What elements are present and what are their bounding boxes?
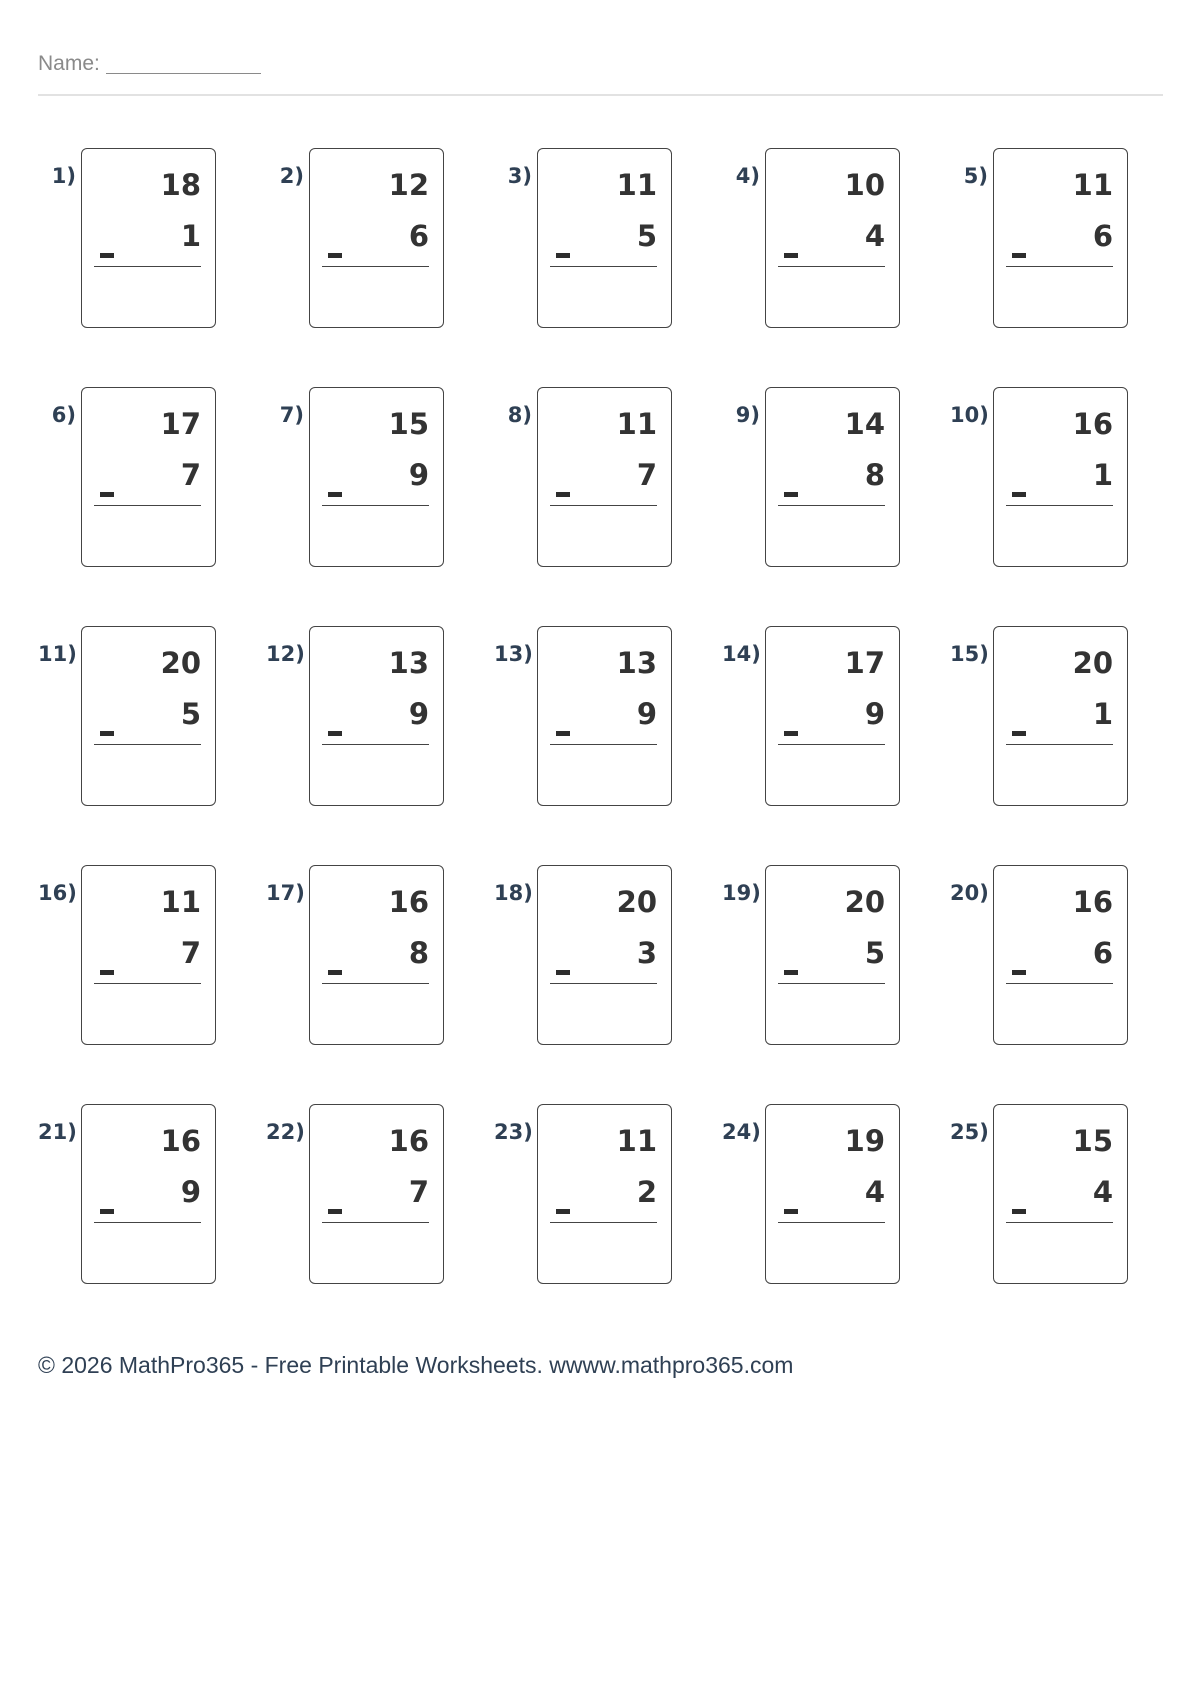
subtrahend: 7 bbox=[180, 458, 201, 492]
problem-number: 6) bbox=[51, 403, 76, 427]
problem-item bbox=[494, 377, 684, 562]
problem-card bbox=[765, 865, 900, 1045]
answer-line bbox=[550, 983, 657, 984]
minus-sign-icon bbox=[784, 492, 798, 497]
problem-item bbox=[494, 855, 684, 1040]
minuend: 15 bbox=[1072, 1124, 1113, 1158]
answer-line bbox=[550, 1222, 657, 1223]
problem-card bbox=[81, 865, 216, 1045]
subtrahend: 5 bbox=[636, 219, 657, 253]
problem-item bbox=[950, 616, 1140, 801]
problem-item bbox=[266, 377, 456, 562]
minus-sign-icon bbox=[328, 253, 342, 258]
answer-area[interactable] bbox=[778, 271, 885, 319]
minuend: 13 bbox=[388, 646, 429, 680]
problem-card bbox=[765, 626, 900, 806]
subtrahend: 8 bbox=[864, 458, 885, 492]
subtrahend: 1 bbox=[1092, 697, 1113, 731]
problem-item bbox=[722, 1094, 912, 1279]
answer-area[interactable] bbox=[322, 1227, 429, 1275]
answer-area[interactable] bbox=[94, 988, 201, 1036]
answer-line bbox=[778, 505, 885, 506]
problem-item bbox=[722, 138, 912, 323]
problem-number: 24) bbox=[722, 1120, 761, 1144]
minuend: 19 bbox=[844, 1124, 885, 1158]
problem-number: 7) bbox=[279, 403, 304, 427]
minuend: 20 bbox=[844, 885, 885, 919]
answer-line bbox=[94, 744, 201, 745]
answer-line bbox=[322, 744, 429, 745]
problem-number: 5) bbox=[963, 164, 988, 188]
problem-item bbox=[266, 855, 456, 1040]
answer-line bbox=[322, 983, 429, 984]
subtrahend: 9 bbox=[864, 697, 885, 731]
minus-sign-icon bbox=[328, 731, 342, 736]
problem-number: 12) bbox=[266, 642, 305, 666]
problem-item bbox=[722, 855, 912, 1040]
minus-sign-icon bbox=[784, 731, 798, 736]
answer-line bbox=[322, 505, 429, 506]
answer-area[interactable] bbox=[778, 988, 885, 1036]
subtrahend: 7 bbox=[408, 1175, 429, 1209]
answer-line bbox=[778, 983, 885, 984]
problem-number: 8) bbox=[507, 403, 532, 427]
minus-sign-icon bbox=[784, 1209, 798, 1214]
answer-area[interactable] bbox=[322, 271, 429, 319]
minuend: 16 bbox=[388, 885, 429, 919]
problem-card bbox=[81, 1104, 216, 1284]
minuend: 20 bbox=[160, 646, 201, 680]
minuend: 17 bbox=[844, 646, 885, 680]
problem-item bbox=[38, 138, 228, 323]
problem-item bbox=[266, 616, 456, 801]
answer-line bbox=[1006, 744, 1113, 745]
minuend: 12 bbox=[388, 168, 429, 202]
answer-area[interactable] bbox=[322, 749, 429, 797]
subtrahend: 5 bbox=[180, 697, 201, 731]
answer-line bbox=[94, 983, 201, 984]
answer-area[interactable] bbox=[1006, 988, 1113, 1036]
problem-item bbox=[950, 855, 1140, 1040]
problem-card bbox=[81, 387, 216, 567]
minuend: 10 bbox=[844, 168, 885, 202]
minus-sign-icon bbox=[556, 253, 570, 258]
problem-card bbox=[309, 387, 444, 567]
answer-line bbox=[322, 1222, 429, 1223]
problem-card bbox=[765, 148, 900, 328]
minus-sign-icon bbox=[1012, 1209, 1026, 1214]
subtrahend: 7 bbox=[180, 936, 201, 970]
answer-line bbox=[94, 1222, 201, 1223]
minuend: 11 bbox=[616, 1124, 657, 1158]
problem-card bbox=[537, 626, 672, 806]
minus-sign-icon bbox=[328, 1209, 342, 1214]
answer-area[interactable] bbox=[1006, 271, 1113, 319]
minus-sign-icon bbox=[556, 731, 570, 736]
answer-area[interactable] bbox=[778, 1227, 885, 1275]
problem-number: 16) bbox=[38, 881, 77, 905]
answer-area[interactable] bbox=[550, 749, 657, 797]
minuend: 13 bbox=[616, 646, 657, 680]
answer-line bbox=[94, 266, 201, 267]
problem-item bbox=[722, 377, 912, 562]
answer-area[interactable] bbox=[550, 271, 657, 319]
problem-item bbox=[722, 616, 912, 801]
problem-card bbox=[309, 148, 444, 328]
subtrahend: 5 bbox=[864, 936, 885, 970]
minuend: 18 bbox=[160, 168, 201, 202]
problem-card bbox=[81, 148, 216, 328]
subtrahend: 9 bbox=[180, 1175, 201, 1209]
answer-line bbox=[778, 266, 885, 267]
minuend: 11 bbox=[616, 407, 657, 441]
subtrahend: 6 bbox=[408, 219, 429, 253]
minus-sign-icon bbox=[1012, 253, 1026, 258]
problem-number: 25) bbox=[950, 1120, 989, 1144]
subtrahend: 1 bbox=[1092, 458, 1113, 492]
problem-number: 3) bbox=[507, 164, 532, 188]
subtrahend: 3 bbox=[636, 936, 657, 970]
minuend: 16 bbox=[1072, 407, 1113, 441]
answer-area[interactable] bbox=[550, 988, 657, 1036]
subtrahend: 7 bbox=[636, 458, 657, 492]
minuend: 17 bbox=[160, 407, 201, 441]
problem-number: 14) bbox=[722, 642, 761, 666]
subtrahend: 4 bbox=[864, 219, 885, 253]
minus-sign-icon bbox=[328, 492, 342, 497]
problem-item bbox=[266, 1094, 456, 1279]
problem-item bbox=[950, 138, 1140, 323]
problem-number: 19) bbox=[722, 881, 761, 905]
answer-line bbox=[1006, 983, 1113, 984]
answer-area[interactable] bbox=[322, 988, 429, 1036]
answer-line bbox=[778, 1222, 885, 1223]
answer-line bbox=[550, 744, 657, 745]
subtrahend: 6 bbox=[1092, 936, 1113, 970]
footer-copyright: © 2026 MathPro365 - Free Printable Worksheets. wwww.mathpro365.com bbox=[38, 1352, 794, 1378]
problem-card bbox=[81, 626, 216, 806]
subtrahend: 9 bbox=[408, 697, 429, 731]
subtrahend: 1 bbox=[180, 219, 201, 253]
answer-area[interactable] bbox=[94, 271, 201, 319]
problem-number: 15) bbox=[950, 642, 989, 666]
subtrahend: 8 bbox=[408, 936, 429, 970]
subtrahend: 9 bbox=[636, 697, 657, 731]
subtrahend: 4 bbox=[1092, 1175, 1113, 1209]
answer-area[interactable] bbox=[778, 510, 885, 558]
problem-number: 4) bbox=[735, 164, 760, 188]
answer-area[interactable] bbox=[94, 749, 201, 797]
minus-sign-icon bbox=[784, 253, 798, 258]
answer-area[interactable] bbox=[550, 510, 657, 558]
minuend: 20 bbox=[1072, 646, 1113, 680]
problem-card bbox=[765, 1104, 900, 1284]
problem-item bbox=[266, 138, 456, 323]
problem-card bbox=[765, 387, 900, 567]
problem-card bbox=[309, 865, 444, 1045]
minus-sign-icon bbox=[1012, 492, 1026, 497]
answer-area[interactable] bbox=[94, 510, 201, 558]
problem-card bbox=[537, 387, 672, 567]
answer-line bbox=[1006, 505, 1113, 506]
answer-area[interactable] bbox=[778, 749, 885, 797]
problem-item bbox=[494, 1094, 684, 1279]
subtrahend: 6 bbox=[1092, 219, 1113, 253]
minuend: 16 bbox=[1072, 885, 1113, 919]
answer-area[interactable] bbox=[1006, 1227, 1113, 1275]
problem-item bbox=[38, 616, 228, 801]
answer-area[interactable] bbox=[1006, 510, 1113, 558]
minuend: 11 bbox=[160, 885, 201, 919]
minuend: 16 bbox=[160, 1124, 201, 1158]
problem-item bbox=[494, 616, 684, 801]
problem-card bbox=[993, 148, 1128, 328]
problem-card bbox=[993, 865, 1128, 1045]
problem-card bbox=[309, 626, 444, 806]
answer-line bbox=[1006, 266, 1113, 267]
problem-item bbox=[38, 377, 228, 562]
answer-area[interactable] bbox=[322, 510, 429, 558]
problem-item bbox=[950, 1094, 1140, 1279]
answer-area[interactable] bbox=[550, 1227, 657, 1275]
minus-sign-icon bbox=[556, 492, 570, 497]
minus-sign-icon bbox=[100, 731, 114, 736]
subtrahend: 9 bbox=[408, 458, 429, 492]
problem-number: 20) bbox=[950, 881, 989, 905]
problem-number: 13) bbox=[494, 642, 533, 666]
minus-sign-icon bbox=[100, 1209, 114, 1214]
subtrahend: 2 bbox=[636, 1175, 657, 1209]
problem-number: 17) bbox=[266, 881, 305, 905]
problem-card bbox=[993, 626, 1128, 806]
problem-card bbox=[309, 1104, 444, 1284]
problem-item bbox=[38, 1094, 228, 1279]
minus-sign-icon bbox=[1012, 731, 1026, 736]
answer-area[interactable] bbox=[94, 1227, 201, 1275]
minuend: 20 bbox=[616, 885, 657, 919]
problem-number: 2) bbox=[279, 164, 304, 188]
minus-sign-icon bbox=[556, 1209, 570, 1214]
minus-sign-icon bbox=[100, 253, 114, 258]
problem-number: 1) bbox=[51, 164, 76, 188]
problem-item bbox=[38, 855, 228, 1040]
problem-number: 18) bbox=[494, 881, 533, 905]
minuend: 15 bbox=[388, 407, 429, 441]
subtrahend: 4 bbox=[864, 1175, 885, 1209]
problem-number: 9) bbox=[735, 403, 760, 427]
minuend: 11 bbox=[616, 168, 657, 202]
problem-card bbox=[537, 865, 672, 1045]
answer-line bbox=[550, 505, 657, 506]
answer-line bbox=[1006, 1222, 1113, 1223]
name-label: Name: bbox=[38, 52, 100, 75]
answer-area[interactable] bbox=[1006, 749, 1113, 797]
minuend: 11 bbox=[1072, 168, 1113, 202]
minus-sign-icon bbox=[556, 970, 570, 975]
minus-sign-icon bbox=[100, 970, 114, 975]
problem-number: 10) bbox=[950, 403, 989, 427]
minuend: 14 bbox=[844, 407, 885, 441]
problem-card bbox=[993, 1104, 1128, 1284]
problem-number: 11) bbox=[38, 642, 77, 666]
problem-number: 21) bbox=[38, 1120, 77, 1144]
problem-card bbox=[993, 387, 1128, 567]
answer-line bbox=[322, 266, 429, 267]
minus-sign-icon bbox=[1012, 970, 1026, 975]
problem-number: 22) bbox=[266, 1120, 305, 1144]
problem-item bbox=[494, 138, 684, 323]
minus-sign-icon bbox=[100, 492, 114, 497]
minus-sign-icon bbox=[784, 970, 798, 975]
answer-line bbox=[550, 266, 657, 267]
problem-card bbox=[537, 1104, 672, 1284]
problem-item bbox=[950, 377, 1140, 562]
problem-number: 23) bbox=[494, 1120, 533, 1144]
minuend: 16 bbox=[388, 1124, 429, 1158]
answer-line bbox=[778, 744, 885, 745]
problem-card bbox=[537, 148, 672, 328]
minus-sign-icon bbox=[328, 970, 342, 975]
answer-line bbox=[94, 505, 201, 506]
